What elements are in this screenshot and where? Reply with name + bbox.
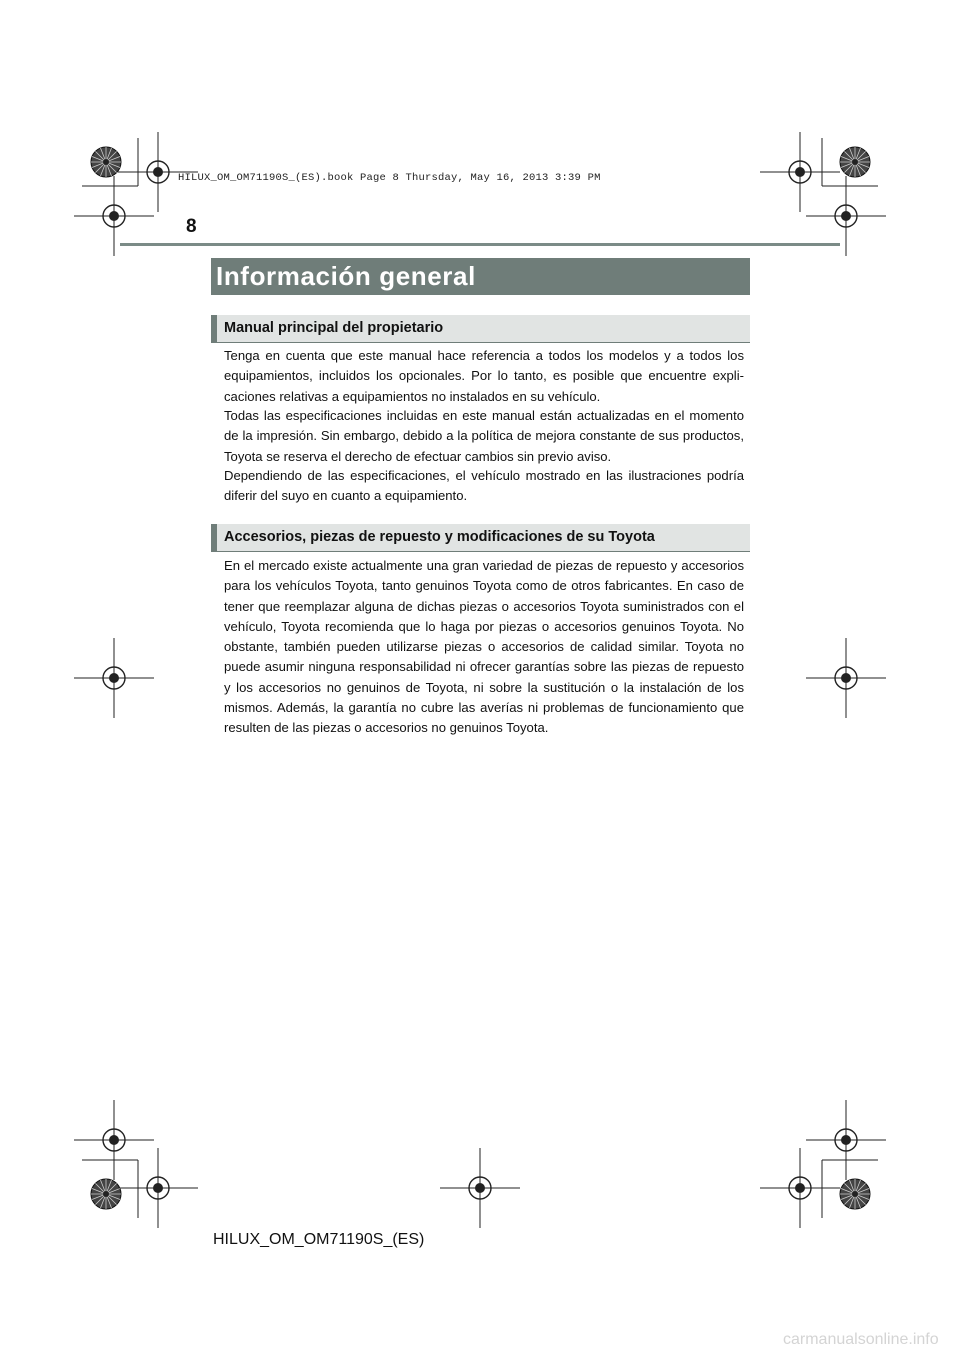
section-heading-accessories: [211, 524, 750, 552]
watermark: carmanualsonline.info: [783, 1331, 939, 1348]
book-file-info: HILUX_OM_OM71190S_(ES).book Page 8 Thursday, May 16, 2013 3:39 PM: [178, 172, 601, 184]
crop-mark-bottom-right: [760, 1100, 886, 1228]
section-heading-manual: [211, 315, 750, 343]
header-rule: [120, 243, 840, 246]
crop-mark-middle-left: [74, 638, 154, 718]
footer-document-code: HILUX_OM_OM71190S_(ES): [213, 1231, 425, 1248]
chapter-bar: [211, 258, 750, 295]
paragraph: Tenga en cuenta que este manual hace referencia a todos los modelos y a todos los equipamientos, incluidos los opcionales. Por lo tanto, es posible que encuentre explicaciones relativas a equipamientos no instalados en su vehículo.: [224, 348, 744, 404]
crop-mark-bottom-center: [440, 1148, 520, 1228]
paragraph: Dependiendo de las especificaciones, el vehículo mostrado en las ilustraciones podría diferir del suyo en cuanto a equipamiento.: [224, 468, 744, 504]
paragraph: En el mercado existe actualmente una gran variedad de piezas de repuesto y accesorios para los vehículos Toyota, tanto genuinos Toyota como de otros fabricantes. En caso de tener que reemplazar alguna de dichas piezas o accesorios Toyota suministrados con el vehículo, Toyota recomienda que lo haga por piezas o accesorios genuinos Toyota. No obstante, también pueden utilizarse piezas o accesorios de calidad similar. Toyota no puede asumir ninguna responsabilidad ni ofrecer garantías sobre las piezas de repuesto y los accesorios no genuinos de Toyota, ni sobre la sustitución o la instalación de los mismos. Además, la garantía no cubre las averías ni problemas de funcionamiento que resulten de las piezas o accesorios no genuinos Toyota.: [224, 558, 744, 736]
crop-mark-top-right: [760, 132, 886, 256]
paragraph: Todas las especificaciones incluidas en este manual están actualizadas en el momento de la impresión. Sin embargo, debido a la política de mejora constante de sus productos, Toyota se reserva el derecho de efectuar cambios sin previo aviso.: [224, 408, 744, 464]
section-title: Manual principal del propietario: [224, 320, 444, 336]
crop-mark-bottom-left: [74, 1100, 198, 1228]
section-accent: [211, 315, 217, 342]
page-number: 8: [186, 216, 197, 237]
section-title: Accesorios, piezas de repuesto y modificaciones de su Toyota: [224, 529, 655, 545]
chapter-title: Información general: [216, 261, 476, 291]
crop-mark-top-left: [74, 132, 198, 256]
section-accent: [211, 524, 217, 551]
crop-mark-middle-right: [806, 638, 886, 718]
